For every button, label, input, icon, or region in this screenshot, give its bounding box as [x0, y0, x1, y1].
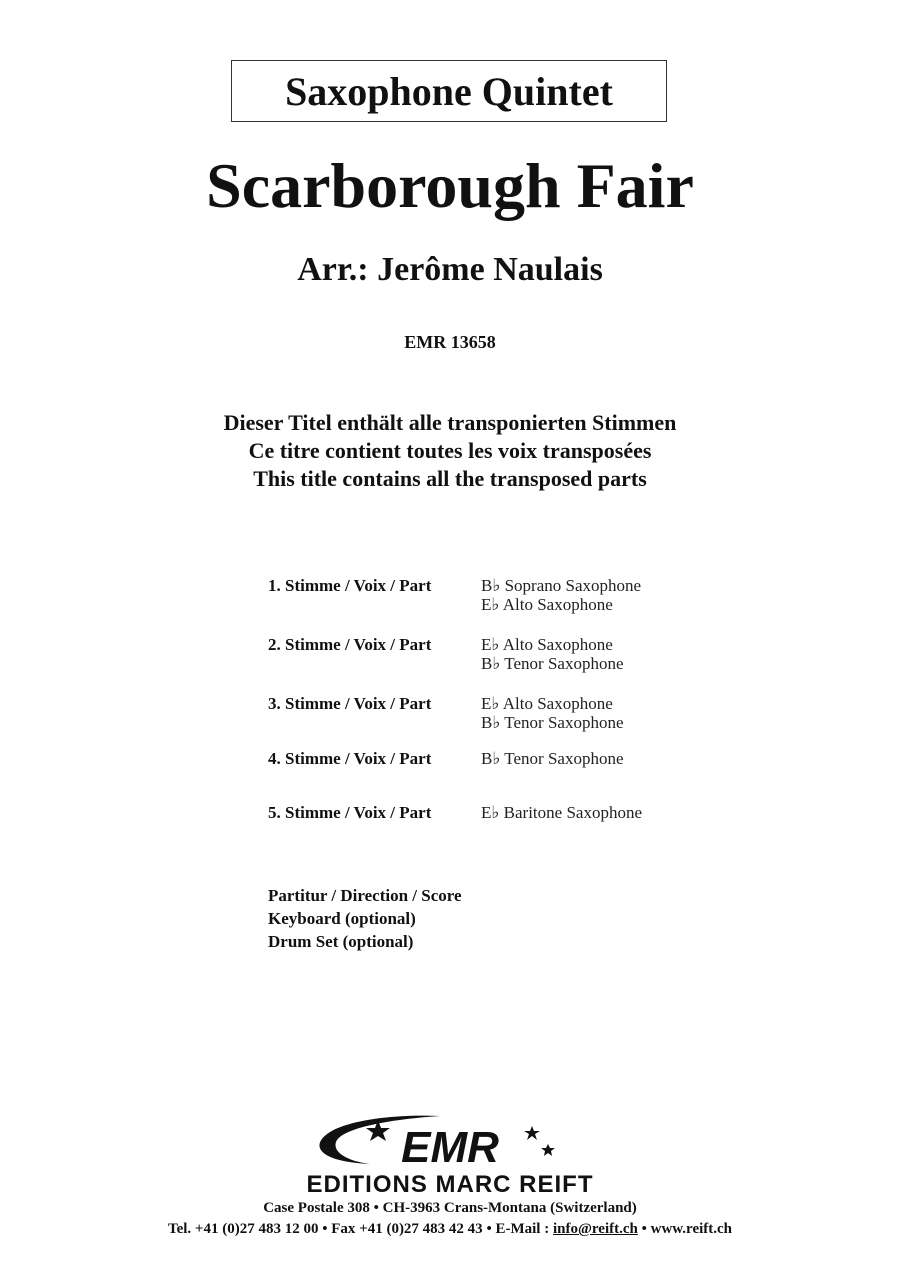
ensemble-box — [231, 60, 667, 122]
part-label: 4. Stimme / Voix / Part — [268, 749, 432, 768]
logo-text: EMR — [401, 1123, 499, 1172]
phone-number: Tel. +41 (0)27 483 12 00 — [167, 1221, 319, 1237]
fax-number: Fax +41 (0)27 483 42 43 — [331, 1221, 483, 1237]
notice-line-en: This title contains all the transposed parts — [253, 466, 647, 491]
instrument-name: B♭ Soprano Saxophone — [481, 576, 642, 595]
instrument-name: E♭ Baritone Saxophone — [481, 803, 642, 822]
instrument-name: B♭ Tenor Saxophone — [481, 654, 624, 673]
email-label: E-Mail : — [495, 1221, 550, 1237]
separator-bullet: • — [486, 1221, 496, 1237]
arranger: Arr.: Jerôme Naulais — [297, 251, 603, 288]
extra-item: Keyboard (optional) — [268, 909, 416, 928]
publisher-name: EDITIONS MARC REIFT — [306, 1171, 594, 1198]
notice-line-fr: Ce titre contient toutes les voix transposées — [248, 438, 652, 463]
instrument-name: B♭ Tenor Saxophone — [481, 749, 624, 768]
transposition-notice — [0, 409, 900, 493]
instrument-name: B♭ Tenor Saxophone — [481, 713, 624, 732]
ensemble-label: Saxophone Quintet — [285, 68, 613, 114]
title: Scarborough Fair — [206, 150, 694, 221]
part-instruments — [481, 635, 624, 673]
separator-bullet: • — [641, 1221, 651, 1237]
part-instruments — [481, 803, 642, 822]
email-link[interactable]: info@reift.ch — [552, 1221, 638, 1237]
publisher-address: Case Postale 308 • CH-3963 Crans-Montana (Switzerland) — [263, 1200, 637, 1216]
instrument-name: E♭ Alto Saxophone — [481, 694, 613, 713]
website-link[interactable]: www.reift.ch — [650, 1221, 733, 1237]
part-label: 3. Stimme / Voix / Part — [268, 694, 432, 713]
part-instruments — [481, 749, 624, 768]
part-instruments — [481, 694, 624, 732]
separator-bullet: • — [322, 1221, 332, 1237]
part-label: 5. Stimme / Voix / Part — [268, 803, 432, 822]
publisher-contact — [0, 1220, 900, 1238]
catalog-number: EMR 13658 — [404, 332, 496, 352]
part-label: 2. Stimme / Voix / Part — [268, 635, 432, 654]
extra-item: Drum Set (optional) — [268, 932, 414, 951]
extra-item: Partitur / Direction / Score — [268, 886, 462, 905]
instrument-name: E♭ Alto Saxophone — [481, 635, 613, 654]
emr-logo — [300, 1106, 600, 1176]
instrument-name: E♭ Alto Saxophone — [481, 595, 613, 614]
part-label: 1. Stimme / Voix / Part — [268, 576, 432, 595]
extras-list — [268, 884, 462, 953]
notice-line-de: Dieser Titel enthält alle transponierten Stimmen — [223, 410, 677, 435]
part-instruments — [481, 576, 641, 614]
